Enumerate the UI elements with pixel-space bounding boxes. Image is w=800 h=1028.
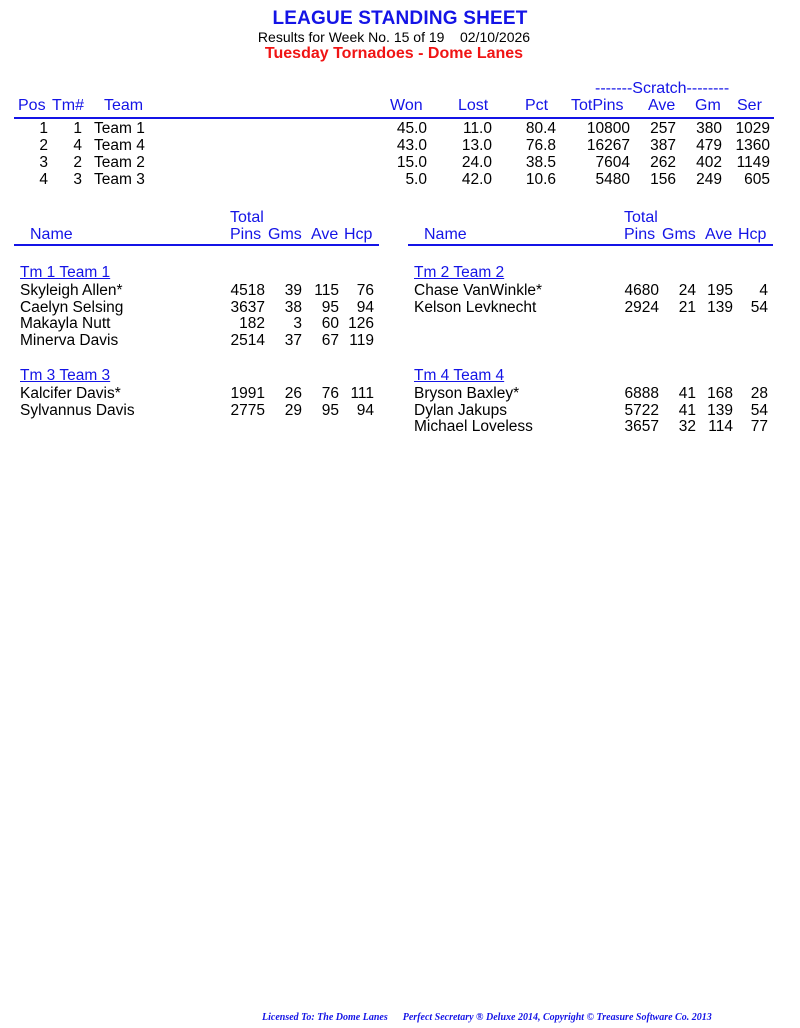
bowler-ave: 95 <box>321 401 339 419</box>
col-lost: Lost <box>458 97 489 114</box>
copyright-text: Perfect Secretary ® Deluxe 2014, Copyright © Treasure Software Co. 2013 <box>402 1012 712 1023</box>
bowler-gms: 3 <box>293 315 302 333</box>
bowler-ave: 67 <box>321 331 339 349</box>
standings-cell-ave: 262 <box>650 154 676 171</box>
bowler-ave: 195 <box>707 282 733 299</box>
standings-cell-won: 15.0 <box>396 154 427 171</box>
col-hcp: Hcp <box>344 226 373 243</box>
standings-cell-pos: 2 <box>39 137 48 154</box>
standings-cell-pct: 80.4 <box>525 120 556 137</box>
bowler-pins: 3657 <box>624 418 659 436</box>
col-hcp: Hcp <box>738 226 767 243</box>
bowler-pins: 4680 <box>624 282 659 299</box>
standings-cell-totpins: 5480 <box>595 171 630 188</box>
bowler-gms: 21 <box>678 298 696 316</box>
bowler-pins: 5722 <box>624 401 659 419</box>
standings-cell-totpins: 7604 <box>595 154 630 171</box>
scratch-group-label: -------Scratch-------- <box>595 80 730 97</box>
standings-cell-ser: 605 <box>744 171 770 188</box>
standings-cell-lost: 13.0 <box>461 137 492 154</box>
license-text: Licensed To: The Dome Lanes <box>262 1012 388 1023</box>
col-total: Total <box>230 209 264 226</box>
standings-cell-ave: 257 <box>650 120 676 137</box>
col-gms: Gms <box>662 226 696 243</box>
bowler-gms: 26 <box>284 385 302 402</box>
bowler-hcp: 76 <box>356 282 374 299</box>
bowler-pins: 3637 <box>230 298 265 316</box>
bowler-hcp: 77 <box>750 418 768 436</box>
bowler-hcp: 111 <box>350 385 374 402</box>
bowler-pins: 2514 <box>230 331 265 349</box>
bowler-hcp: 54 <box>750 401 768 419</box>
bowler-gms: 37 <box>284 331 302 349</box>
standings-cell-pos: 1 <box>39 120 48 137</box>
col-totpins: TotPins <box>571 97 624 114</box>
standings-cell-team: Team 1 <box>94 120 145 137</box>
bowler-hcp: 28 <box>750 385 768 402</box>
bowler-ave: 114 <box>708 418 733 436</box>
standings-cell-gm: 380 <box>696 120 722 137</box>
bowler-pins: 182 <box>239 315 265 333</box>
col-ave: Ave <box>648 97 676 114</box>
bowler-ave: 168 <box>707 385 733 402</box>
bowler-gms: 32 <box>678 418 696 436</box>
bowler-pins: 1991 <box>230 385 265 402</box>
bowler-name: Bryson Baxley* <box>414 385 520 402</box>
standings-cell-pct: 76.8 <box>525 137 556 154</box>
bowler-pins: 6888 <box>624 385 659 402</box>
standings-cell-ser: 1149 <box>736 154 770 171</box>
bowler-hcp: 54 <box>750 298 768 316</box>
standings-cell-pct: 38.5 <box>525 154 556 171</box>
bowler-gms: 39 <box>284 282 302 299</box>
bowler-hcp: 119 <box>349 331 374 349</box>
bowler-name: Makayla Nutt <box>20 315 111 333</box>
standings-cell-ave: 156 <box>650 171 676 188</box>
bowler-gms: 38 <box>284 298 302 316</box>
footer <box>262 1012 712 1023</box>
col-name: Name <box>30 226 73 243</box>
bowler-gms: 41 <box>678 401 696 419</box>
col-pins: Pins <box>230 226 262 243</box>
standings-cell-tm: 3 <box>73 171 82 188</box>
standings-cell-ser: 1360 <box>735 137 770 154</box>
standings-cell-totpins: 10800 <box>586 120 630 137</box>
bowler-gms: 41 <box>678 385 696 402</box>
col-total: Total <box>624 209 658 226</box>
standings-cell-gm: 402 <box>696 154 722 171</box>
standings-cell-pos: 4 <box>39 171 48 188</box>
roster-rule-left <box>14 244 379 246</box>
standings-cell-totpins: 16267 <box>586 137 630 154</box>
bowler-name: Chase VanWinkle* <box>414 282 543 299</box>
bowler-name: Kelson Levknecht <box>414 298 537 316</box>
standings-cell-won: 5.0 <box>405 171 427 188</box>
bowler-hcp: 126 <box>348 315 374 333</box>
col-team: Team <box>104 97 144 114</box>
col-gms: Gms <box>268 226 302 243</box>
report-date: 02/10/2026 <box>459 29 531 45</box>
col-pos: Pos <box>18 97 46 114</box>
bowler-name: Caelyn Selsing <box>20 298 124 316</box>
bowler-name: Sylvannus Davis <box>20 401 135 419</box>
team-roster-title: Tm 4 Team 4 <box>414 367 505 384</box>
standings-cell-won: 43.0 <box>396 137 427 154</box>
bowler-name: Skyleigh Allen* <box>20 282 123 299</box>
standings-cell-team: Team 3 <box>94 171 145 188</box>
standings-cell-tm: 4 <box>73 137 82 154</box>
bowler-pins: 4518 <box>230 282 265 299</box>
bowler-gms: 24 <box>678 282 696 299</box>
standings-cell-pct: 10.6 <box>525 171 556 188</box>
standings-rule <box>14 117 774 119</box>
bowler-ave: 76 <box>321 385 339 402</box>
page-title: LEAGUE STANDING SHEET <box>272 8 528 29</box>
standings-cell-tm: 1 <box>73 120 82 137</box>
bowler-name: Dylan Jakups <box>414 401 508 419</box>
league-name: Tuesday Tornadoes - Dome Lanes <box>264 45 524 62</box>
standings-cell-ser: 1029 <box>735 120 770 137</box>
standings-cell-lost: 42.0 <box>461 171 492 188</box>
col-pins: Pins <box>624 226 656 243</box>
standings-cell-tm: 2 <box>73 154 82 171</box>
standings-cell-pos: 3 <box>39 154 48 171</box>
standings-cell-gm: 249 <box>696 171 722 188</box>
team-roster-title: Tm 2 Team 2 <box>414 264 505 281</box>
bowler-pins: 2775 <box>230 401 265 419</box>
team-roster-title: Tm 1 Team 1 <box>20 264 111 281</box>
bowler-ave: 60 <box>321 315 339 333</box>
bowler-ave: 115 <box>314 282 339 299</box>
results-line <box>0 29 788 45</box>
bowler-hcp: 94 <box>356 298 374 316</box>
standings-cell-won: 45.0 <box>396 120 427 137</box>
col-won: Won <box>390 97 423 114</box>
col-pct: Pct <box>525 97 549 114</box>
col-ave: Ave <box>705 226 733 243</box>
week-results: Results for Week No. 15 of 19 <box>257 29 445 45</box>
col-gm: Gm <box>695 97 721 114</box>
col-ser: Ser <box>737 97 762 114</box>
standings-cell-team: Team 4 <box>94 137 145 154</box>
standings-cell-lost: 11.0 <box>462 120 492 137</box>
col-name: Name <box>424 226 467 243</box>
bowler-name: Michael Loveless <box>414 418 533 436</box>
roster-rule-right <box>408 244 773 246</box>
bowler-ave: 139 <box>707 401 733 419</box>
team-roster-title: Tm 3 Team 3 <box>20 367 111 384</box>
bowler-ave: 139 <box>707 298 733 316</box>
bowler-hcp: 94 <box>356 401 374 419</box>
standings-cell-team: Team 2 <box>94 154 145 171</box>
col-ave: Ave <box>311 226 339 243</box>
bowler-name: Kalcifer Davis* <box>20 385 121 402</box>
standings-cell-ave: 387 <box>650 137 676 154</box>
bowler-gms: 29 <box>284 401 302 419</box>
standings-cell-lost: 24.0 <box>461 154 492 171</box>
bowler-hcp: 4 <box>759 282 768 299</box>
col-tm: Tm# <box>52 97 84 114</box>
standings-cell-gm: 479 <box>696 137 722 154</box>
bowler-pins: 2924 <box>624 298 659 316</box>
bowler-name: Minerva Davis <box>20 331 119 349</box>
bowler-ave: 95 <box>321 298 339 316</box>
